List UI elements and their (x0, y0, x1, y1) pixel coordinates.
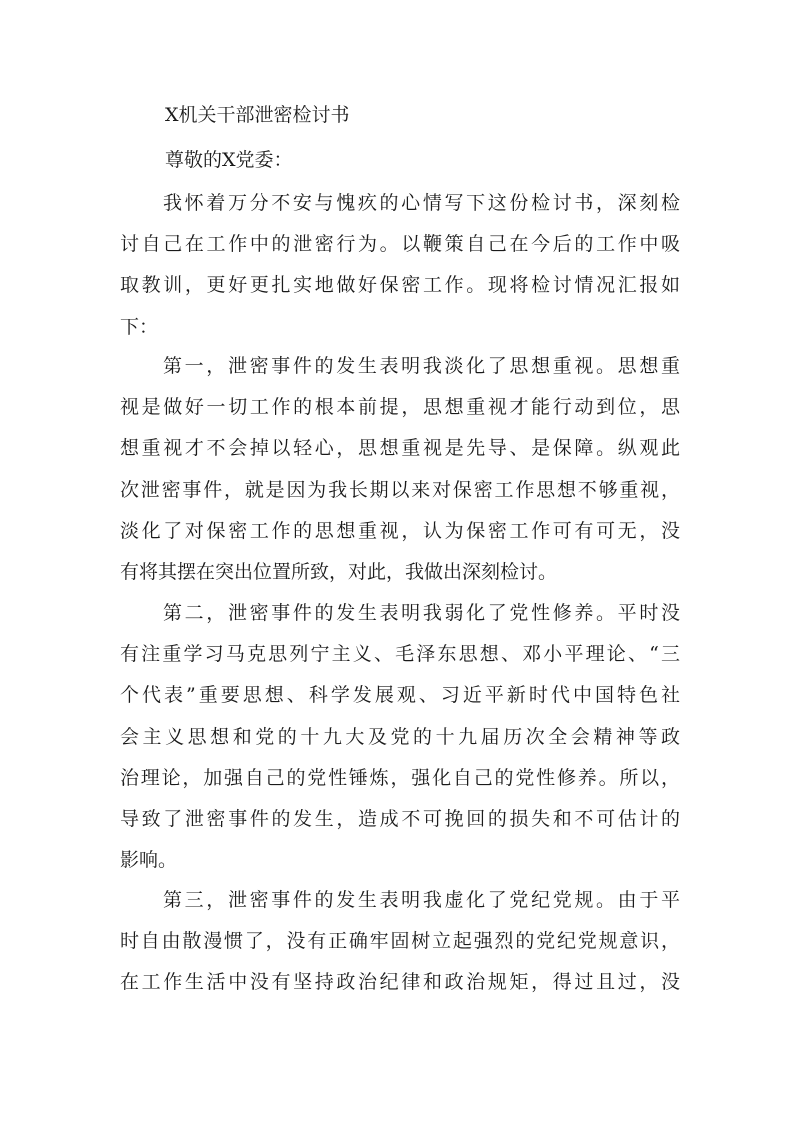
paragraph-line: 导致了泄密事件的发生，造成不可挽回的损失和不可估计的 (120, 807, 680, 830)
paragraph-line: 第二，泄密事件的发生表明我弱化了党性修养。平时没 (163, 602, 680, 624)
paragraph-line: 想重视才不会掉以轻心，思想重视是先导、是保障。纵观此 (120, 437, 680, 460)
paragraph-2 (120, 346, 680, 593)
paragraph-line: 在工作生活中没有坚持政治纪律和政治规矩，得过且过，没 (120, 971, 680, 994)
paragraph-line: 会主义思想和党的十九大及党的十九届历次全会精神等政 (120, 725, 680, 748)
paragraph-line: 淡化了对保密工作的思想重视，认为保密工作可有可无，没 (120, 519, 680, 542)
paragraph-line: 我怀着万分不安与愧疚的心情写下这份检讨书，深刻检 (163, 192, 680, 214)
paragraph-3 (120, 593, 680, 881)
paragraph-line: 治理论，加强自己的党性锤炼，强化自己的党性修养。所以， (120, 766, 680, 789)
paragraph-1 (120, 183, 680, 348)
paragraph-line: 取教训，更好更扎实地做好保密工作。现将检讨情况汇报如 (120, 274, 680, 297)
document-title: X机关干部泄密检讨书 (165, 104, 350, 126)
paragraph-line: 第三，泄密事件的发生表明我虚化了党纪党规。由于平 (163, 889, 680, 911)
paragraph-line: 次泄密事件，就是因为我长期以来对保密工作思想不够重视， (120, 478, 680, 501)
paragraph-line: 视是做好一切工作的根本前提，思想重视才能行动到位，思 (120, 396, 680, 419)
paragraph-line: 有注重学习马克思列宁主义、毛泽东思想、邓小平理论、“三 (120, 643, 680, 666)
paragraph-line: 个代表”重要思想、科学发展观、习近平新时代中国特色社 (120, 684, 680, 707)
paragraph-line: 影响。 (120, 849, 178, 872)
paragraph-line: 讨自己在工作中的泄密行为。以鞭策自己在今后的工作中吸 (120, 233, 680, 256)
paragraph-line: 下： (120, 315, 159, 338)
paragraph-line: 有将其摆在突出位置所致，对此，我做出深刻检讨。 (120, 560, 558, 583)
paragraph-4 (120, 880, 680, 1004)
paragraph-line: 时自由散漫惯了，没有正确牢固树立起强烈的党纪党规意识， (120, 930, 680, 953)
salutation: 尊敬的X党委： (165, 149, 293, 171)
paragraph-line: 第一，泄密事件的发生表明我淡化了思想重视。思想重 (163, 355, 680, 377)
